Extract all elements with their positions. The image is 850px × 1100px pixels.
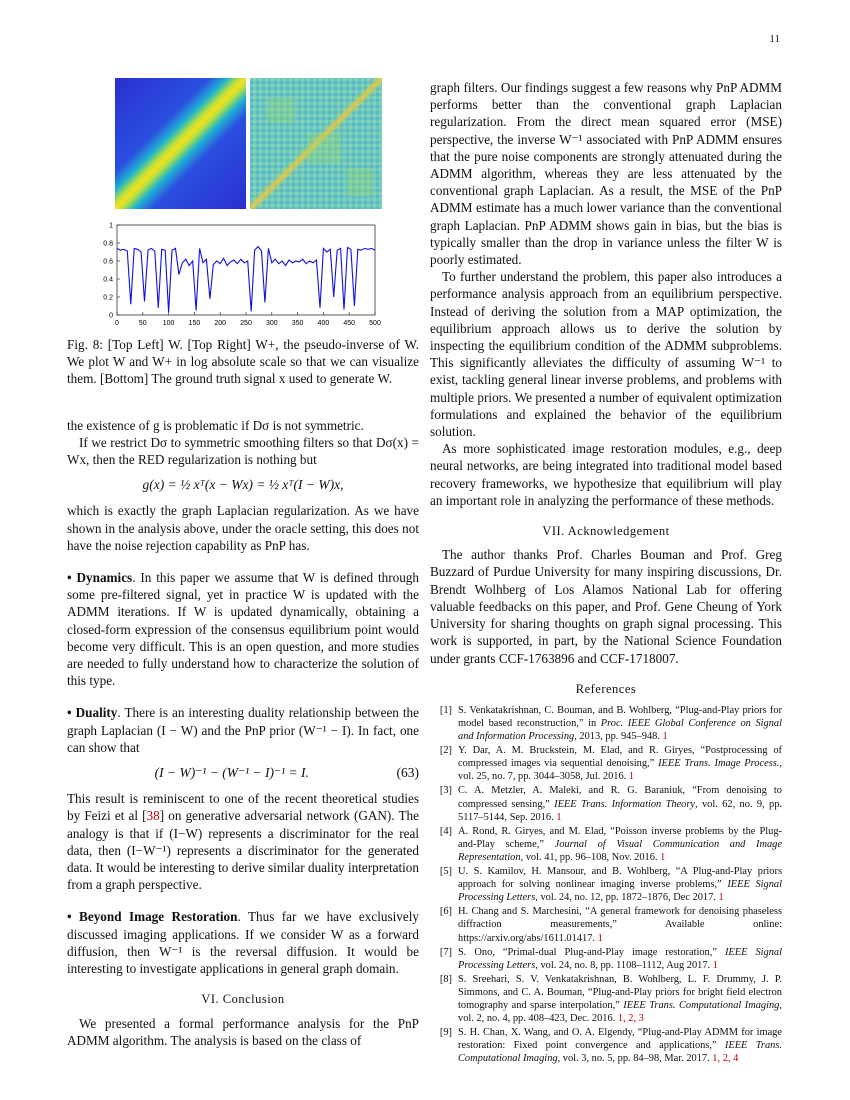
reference-number: [6] [439, 906, 452, 918]
x-tick-label: 0 [115, 320, 119, 327]
reference-venue: Journal of Visual Communication and Image Representation [458, 838, 782, 863]
reference-number: [3] [439, 785, 452, 797]
equation-number: (63) [396, 765, 419, 781]
paragraph: To further understand the problem, this paper also introduces a performance analysis approach from an equilibrium perspective. Instead of deriving the solution from a MAP optimization, the equilibrium approach allows us to derive the solution by inspecting the equilibrium condition of the ADMM subproblems. This significantly alleviates the difficulty of assuming W⁻¹ to exist, tackling general linear inverse problems, and problems with multiple priors. We presented a number of equivalent optimization formulations and explained the behavior of the equilibrium solution. [430, 269, 782, 440]
backref-link[interactable]: 1 [628, 771, 635, 783]
duality-paragraph [67, 704, 419, 756]
reference-authors-title: S. H. Chan, X. Wang, and O. A. Elgendy, “Plug-and-Play ADMM for image restoration: Fixed point convergence and applications,” [458, 1027, 782, 1052]
paragraph-text: ] on generative adversarial network (GAN). The analogy is that if (I−W) represents a discriminator for the real data, then (I−W⁻¹) represents a discriminator for the generated data. It would be interesting to derive similar duality interpretation from a graph perspective. [67, 808, 419, 893]
reference-item [430, 905, 782, 944]
dynamics-heading: • Dynamics [67, 570, 133, 586]
section-heading-conclusion: VI. Conclusion [201, 992, 285, 1007]
duality-text: . There is an interesting duality relationship between the graph Laplacian (I − W) and the PnP prior (W⁻¹ − I). In fact, one can show that [67, 705, 419, 755]
reference-authors-title: S. Ono, “Primal-dual Plug-and-Play image restoration,” [458, 946, 725, 958]
duality-heading: • Duality [67, 705, 118, 721]
reference-details: , vol. 24, no. 8, pp. 1108–1112, Aug 2017. [535, 959, 713, 971]
paragraph: which is exactly the graph Laplacian regularization. As we have shown in the analysis above, under the oracle setting, this does not have the noise rejection capability as PnP has. [67, 503, 419, 553]
y-tick-label: 0.4 [103, 276, 113, 284]
equation-text: (I − W)⁻¹ − (W⁻¹ − I)⁻¹ = I. [154, 765, 309, 781]
y-tick-label: 0.8 [103, 240, 113, 248]
section-heading-acknowledgement: VII. Acknowledgement [542, 524, 670, 539]
beyond-text: . Thus far we have exclusively discussed imaging applications. If we consider W as a forward diffusion, then W⁻¹ is the reversal diffusion. It would be interesting to investigate applications in general graph domain. [67, 909, 419, 977]
backref-link[interactable]: 1 [597, 932, 603, 944]
x-tick-label: 200 [214, 320, 227, 327]
reference-authors-title: C. A. Metzler, A. Maleki, and R. G. Baraniuk, “From denoising to compressed sensing,” [458, 785, 782, 810]
reference-authors-title: H. Chang and S. Marchesini, “A general framework for denoising phaseless diffraction measurements,” Available online: https://arxiv.org/abs/1611.01417. [458, 906, 782, 944]
reference-text [458, 905, 782, 944]
dynamics-paragraph [67, 569, 419, 689]
backref-link[interactable]: 1, 2, 3 [617, 1013, 644, 1025]
paragraph [67, 790, 419, 893]
reference-number: [2] [439, 745, 452, 757]
matrix-w-image [115, 78, 246, 209]
x-tick-label: 250 [240, 320, 252, 327]
dynamics-text: . In this paper we assume that W is defined through some pre-filtered signal, yet in practice W is updated with the ADMM iterations. If W is updated dynamically, obtaining a closed-form expression of the consensus equilibrium point would become very difficult. This is an open question, and more studies are needed to fully understand how to characterize the solution of this type. [67, 570, 419, 689]
y-tick-label: 1 [109, 222, 113, 230]
reference-item [430, 865, 782, 904]
paragraph: the existence of g is problematic if Dσ is not symmetric. [67, 417, 364, 433]
reference-venue: Proc. IEEE Global Conference on Signal and Information Processing [458, 718, 782, 743]
reference-item [430, 973, 782, 1025]
reference-text [458, 744, 782, 783]
reference-venue: IEEE Trans. Computational Imaging [458, 1040, 782, 1065]
right-column [430, 79, 782, 1066]
reference-item [430, 946, 782, 972]
paragraph-text: This result is reminiscent to one of the recent theoretical studies by Feizi et al [ [67, 791, 419, 824]
left-column [67, 78, 419, 1049]
reference-authors-title: Y. Dar, A. M. Bruckstein, M. Elad, and R. Giryes, “Postprocessing of compressed images via sequential denoising,” [458, 745, 782, 770]
reference-text [458, 1026, 782, 1065]
equation-g: g(x) = ½ xᵀ(x − Wx) = ½ xᵀ(I − W)x, [142, 477, 344, 493]
paragraph: We presented a formal performance analysis for the PnP ADMM algorithm. The analysis is based on the class of [67, 1015, 419, 1048]
x-tick-label: 500 [369, 320, 381, 327]
reference-text [458, 784, 782, 823]
paragraph: The author thanks Prof. Charles Bouman and Prof. Greg Buzzard of Purdue University for many inspiring discussions, Dr. Brendt Wolhberg of Los Alamos National Lab for offering valuable feedbacks on this paper, and Prof. Gene Cheung of York University for sharing thoughts on graph signal processing. This work is supported, in part, by the National Science Foundation under grants CCF-1763896 and CCF-1718007. [430, 547, 782, 666]
reference-item [430, 825, 782, 864]
reference-venue: IEEE Trans. Image Process. [658, 758, 780, 770]
x-tick-label: 400 [317, 320, 330, 327]
paragraph: If we restrict Dσ to symmetric smoothing filters so that Dσ(x) = Wx, then the RED regularization is nothing but [67, 434, 419, 468]
reference-item [430, 744, 782, 783]
reference-text [458, 825, 782, 864]
reference-text [458, 946, 782, 972]
references-heading: References [575, 681, 637, 696]
reference-authors-title: A. Rond, R. Giryes, and M. Elad, “Poisson inverse problems by the Plug-and-Play scheme,” [458, 825, 782, 850]
reference-text [458, 704, 782, 743]
reference-number: [1] [439, 704, 452, 716]
backref-link[interactable]: 1 [718, 892, 724, 904]
reference-venue: IEEE Trans. Computational Imaging [623, 999, 780, 1011]
x-tick-label: 300 [265, 320, 278, 327]
page-number: 11 [769, 33, 780, 45]
y-tick-label: 0.2 [103, 294, 113, 302]
reference-details: , vol. 25, no. 7, pp. 3044–3058, Jul. 2016. [458, 758, 783, 783]
x-tick-label: 450 [343, 320, 356, 327]
reference-number: [8] [439, 973, 452, 985]
reference-details: , vol. 24, no. 12, pp. 1872–1876, Dec 2017. [535, 892, 719, 904]
reference-number: [5] [439, 866, 452, 878]
reference-number: [7] [439, 946, 452, 958]
paragraph: graph filters. Our findings suggest a few reasons why PnP ADMM performs better than the conventional graph Laplacian regularization. From the direct mean squared error (MSE) perspective, the inverse W⁻¹ associated with PnP ADMM ensures that the pure noise components are strongly attenuated during the ADMM algorithm, whereas they are less attenuated by the conventional graph Laplacian. As a result, the MSE of the PnP ADMM estimate has a much lower variance than the conventional graph Laplacian. PnP ADMM shows gain in bias, but the bias is typically smaller than the drop in variance unless the filter W is poorly estimated. [430, 80, 782, 268]
figure-8 [67, 78, 419, 333]
signal-line-chart [103, 223, 381, 328]
beyond-heading: • Beyond Image Restoration [67, 909, 238, 925]
reference-number: [4] [439, 825, 452, 837]
figure-caption: Fig. 8: [Top Left] W. [Top Right] W+, the pseudo-inverse of W. We plot W and W+ in log absolute scale so that we can visualize them. [Bottom] The ground truth signal x used to generate W. [67, 337, 419, 387]
reference-details: , vol. 3, no. 5, pp. 84–98, Mar. 2017. [557, 1053, 713, 1065]
figure-graphics [67, 78, 419, 333]
equation-63 [67, 764, 419, 781]
beyond-paragraph [67, 908, 419, 977]
backref-link[interactable]: 1 [662, 731, 668, 743]
backref-link[interactable]: 1 [660, 851, 666, 863]
reference-authors-title: S. Venkatakrishnan, C. Bouman, and B. Wohlberg, “Plug-and-Play priors for model based reconstruction,” in [458, 704, 782, 729]
x-tick-label: 50 [138, 320, 147, 327]
reference-details: , 2013, pp. 945–948. [574, 731, 663, 743]
matrix-w-plus-image [250, 78, 382, 209]
reference-number: [9] [439, 1027, 452, 1039]
reference-venue: IEEE Signal Processing Letters [458, 879, 783, 904]
x-tick-label: 350 [291, 320, 304, 327]
y-tick-label: 0 [109, 312, 113, 320]
reference-venue: IEEE Signal Processing Letters [458, 946, 782, 971]
reference-details: , vol. 62, no. 9, pp. 5117–5144, Sep. 2016. [458, 798, 782, 823]
reference-text [458, 865, 782, 904]
y-tick-label: 0.6 [103, 258, 113, 266]
paragraph: As more sophisticated image restoration modules, e.g., deep neural networks, are being integrated into traditional model based recovery frameworks, we hypothesize that equilibrium will play an important role in analyzing the performance of these methods. [430, 441, 782, 508]
reference-item [430, 704, 782, 743]
reference-list [430, 704, 782, 1066]
reference-authors-title: U. S. Kamilov, H. Mansour, and B. Wohlberg, “A Plug-and-Play priors approach for solving nonlinear imaging inverse problems,” [458, 866, 782, 891]
reference-authors-title: S. Sreehari, S. V. Venkatakrishnan, B. Wohlberg, L. F. Drummy, J. P. Simmons, and C. A. Bouman, “Plug-and-Play priors for bright field electron tomography and sparse interpolation,” [458, 973, 782, 1011]
backref-link[interactable]: 1, 2, 4 [712, 1053, 739, 1065]
backref-link[interactable]: 1 [712, 959, 718, 971]
x-tick-label: 100 [162, 320, 175, 327]
reference-details: , vol. 41, pp. 96–108, Nov. 2016. [520, 851, 661, 863]
citation-link[interactable]: 38 [146, 808, 160, 824]
x-tick-label: 150 [188, 320, 201, 327]
reference-item [430, 1026, 782, 1065]
reference-venue: IEEE Trans. Information Theory [554, 798, 696, 810]
backref-link[interactable]: 1 [556, 811, 562, 823]
reference-item [430, 784, 782, 823]
reference-text [458, 973, 782, 1025]
reference-details: , vol. 2, no. 4, pp. 408–423, Dec. 2016. [458, 999, 782, 1025]
